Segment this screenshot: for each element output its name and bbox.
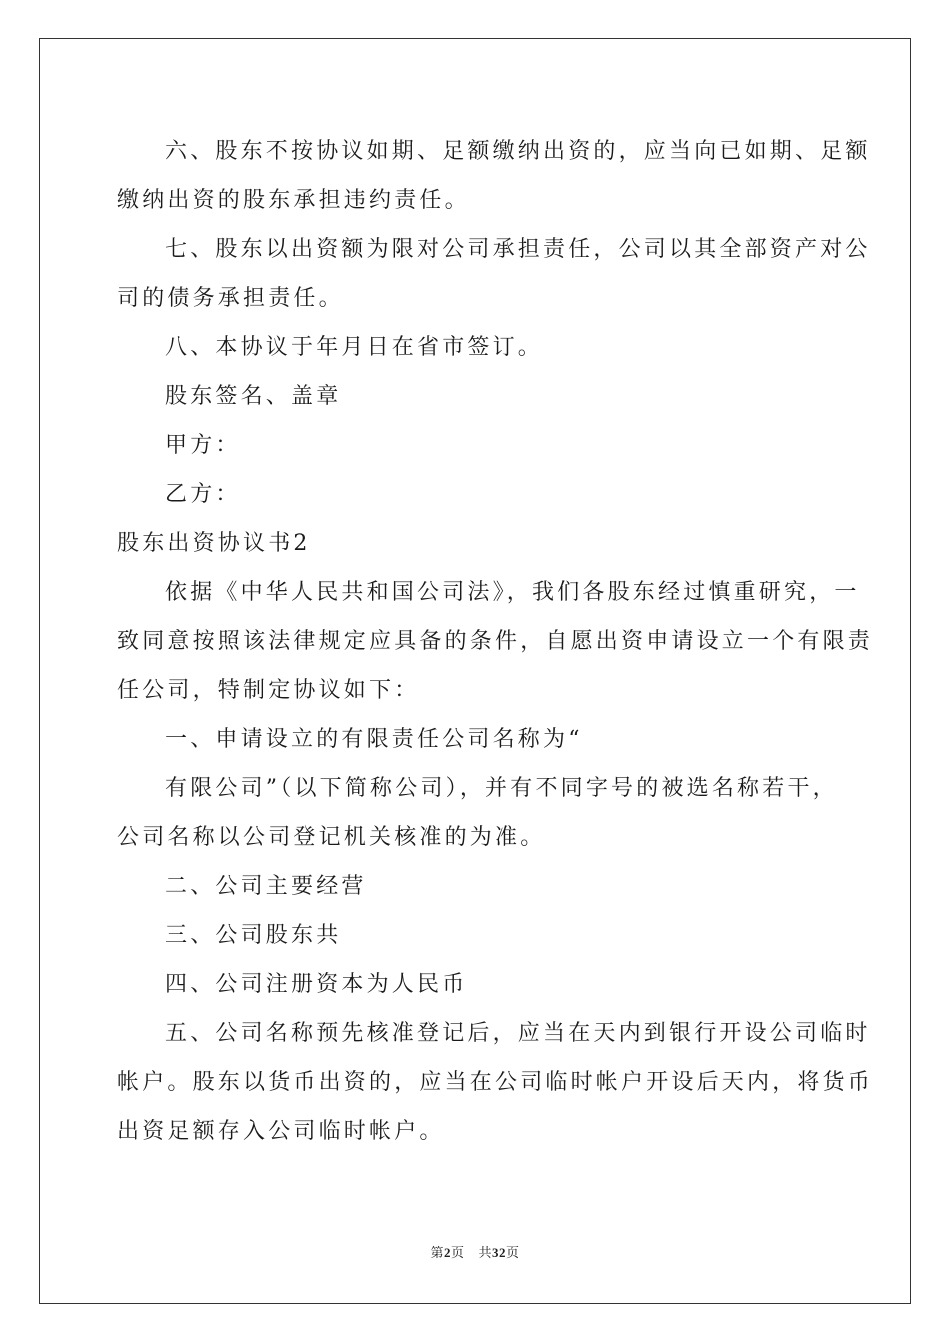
paragraph-line: 四、公司注册资本为人民币 xyxy=(165,972,468,997)
document-body xyxy=(117,127,874,1156)
party-b-label: 乙方： xyxy=(165,482,241,507)
paragraph-line: 致同意按照该法律规定应具备的条件，自愿出资申请设立一个有限责 xyxy=(117,629,874,654)
page-number: 2 xyxy=(443,1245,451,1260)
paragraph-line: 二、公司主要经营 xyxy=(165,874,367,899)
paragraph-line: 七、股东以出资额为限对公司承担责任，公司以其全部资产对公 xyxy=(165,237,871,262)
paragraph-line: 八、本协议于年月日在省市签订。 xyxy=(165,335,544,360)
paragraph-line: 有限公司”（以下简称公司），并有不同字号的被选名称若干， xyxy=(165,776,838,801)
signature-heading: 股东签名、盖章 xyxy=(165,384,342,409)
paragraph-line: 帐户。股东以货币出资的，应当在公司临时帐户开设后天内，将货币 xyxy=(117,1070,874,1095)
section-title: 股东出资协议书2 xyxy=(117,531,311,556)
paragraph-line: 依据《中华人民共和国公司法》，我们各股东经过慎重研究，一 xyxy=(165,580,860,605)
total-pages: 32 xyxy=(492,1245,507,1260)
paragraph-line: 六、股东不按协议如期、足额缴纳出资的，应当向已如期、足额 xyxy=(165,139,871,164)
paragraph-line: 一、申请设立的有限责任公司名称为“ xyxy=(165,727,583,752)
paragraph-line: 司的债务承担责任。 xyxy=(117,286,344,311)
party-a-label: 甲方： xyxy=(165,433,241,458)
page-footer xyxy=(0,1242,950,1261)
paragraph-line: 公司名称以公司登记机关核准的为准。 xyxy=(117,825,546,850)
paragraph-line: 出资足额存入公司临时帐户。 xyxy=(117,1119,445,1144)
paragraph-line: 五、公司名称预先核准登记后，应当在天内到银行开设公司临时 xyxy=(165,1021,871,1046)
page-prefix: 第 xyxy=(430,1246,444,1261)
page-suffix: 页 xyxy=(450,1246,465,1261)
paragraph-line: 缴纳出资的股东承担违约责任。 xyxy=(117,188,470,213)
paragraph-line: 三、公司股东共 xyxy=(165,923,342,948)
total-suffix: 页 xyxy=(506,1246,520,1261)
total-prefix: 共 xyxy=(478,1246,493,1261)
paragraph-line: 任公司，特制定协议如下： xyxy=(117,678,420,703)
